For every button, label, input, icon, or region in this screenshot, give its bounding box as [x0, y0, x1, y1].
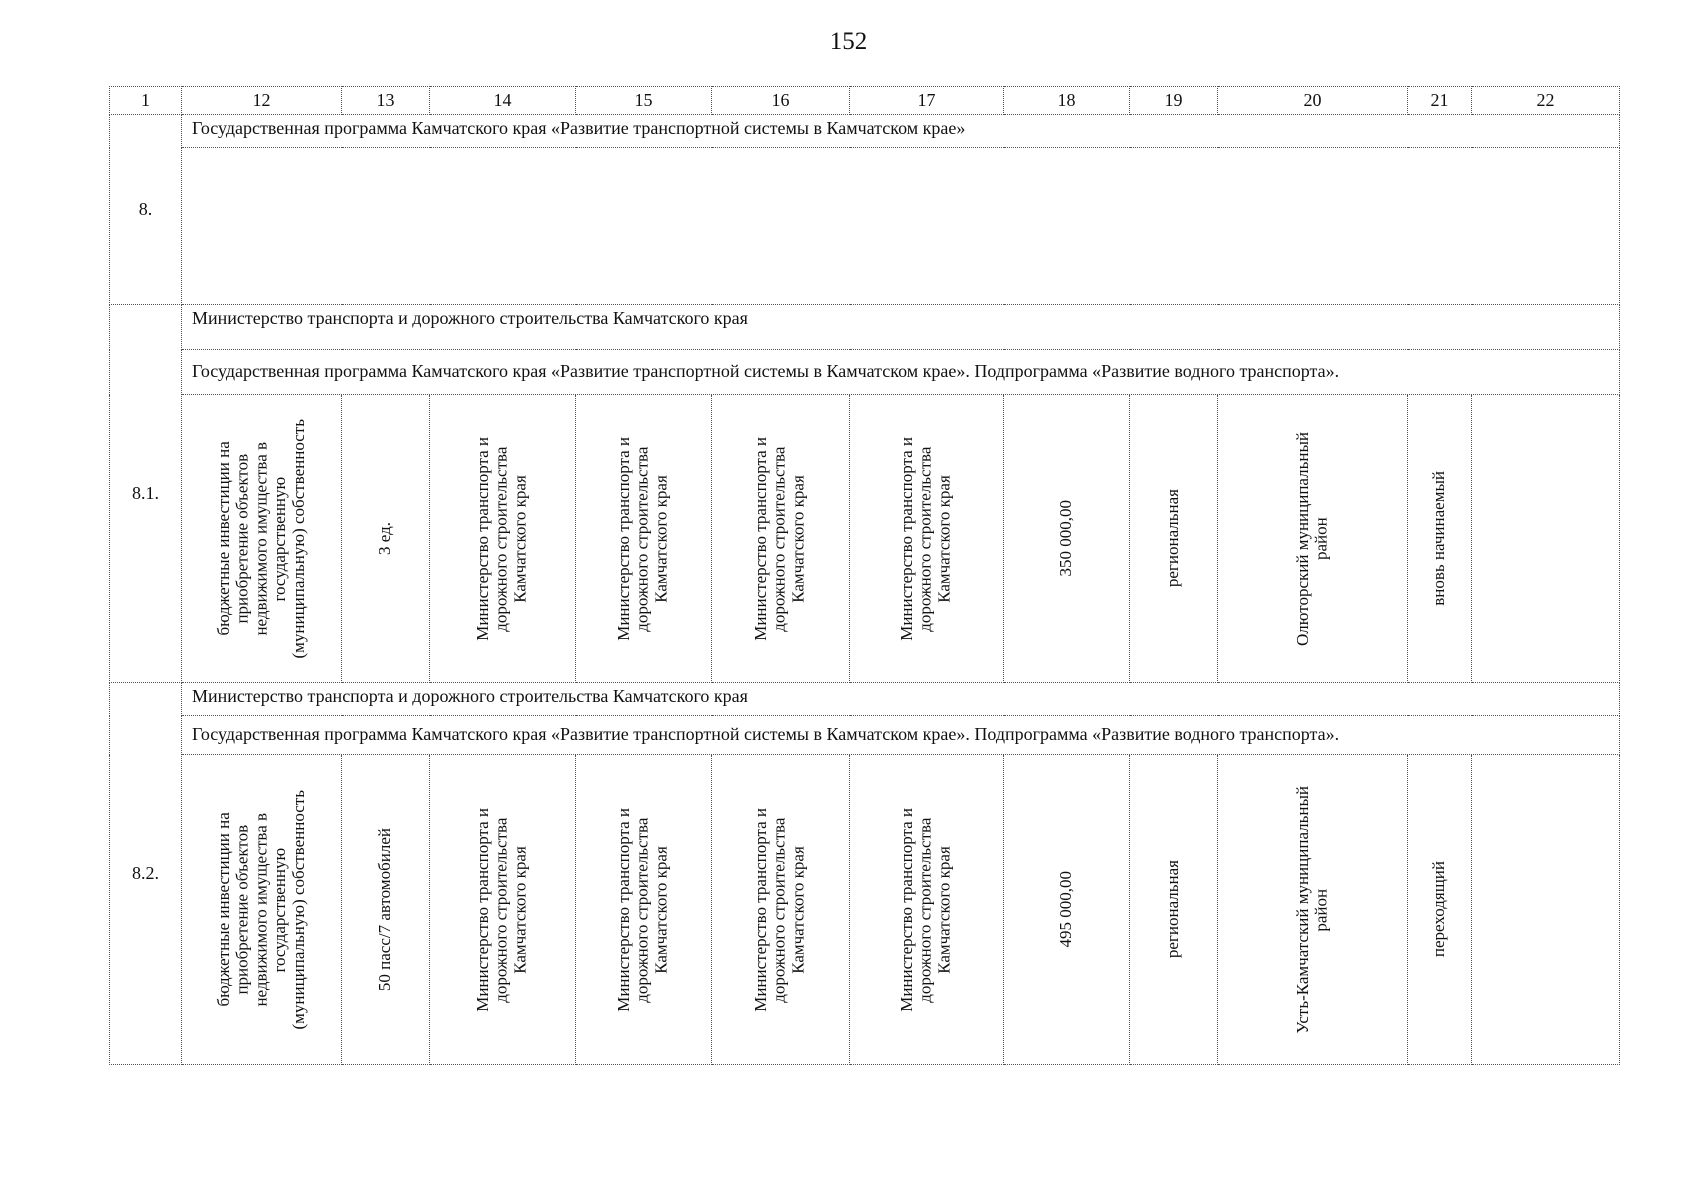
cell-status: переходящий	[1408, 755, 1472, 1065]
header-row	[110, 87, 1620, 115]
ministry-cell: Министерство транспорта и дорожного строительства Камчатского края	[182, 305, 1620, 350]
cell-ministry-16: Министерство транспорта и дорожного строительства Камчатского края	[712, 395, 850, 683]
section-empty-row	[110, 148, 1620, 305]
cell-ministry-17: Министерство транспорта и дорожного строительства Камчатского края	[850, 395, 1004, 683]
cell-status: вновь начинаемый	[1408, 395, 1472, 683]
row-number: 8.2.	[110, 683, 182, 1065]
table-row	[110, 755, 1620, 1065]
cell-ministry-14: Министерство транспорта и дорожного строительства Камчатского края	[430, 755, 576, 1065]
table-row	[110, 350, 1620, 395]
cell-level: региональная	[1130, 755, 1218, 1065]
row-number: 8.1.	[110, 305, 182, 683]
header-cell: 1	[110, 87, 182, 115]
page-number: 152	[829, 28, 868, 55]
cell-empty	[1472, 395, 1620, 683]
program-cell: Государственная программа Камчатского края «Развитие транспортной системы в Камчатском крае». Подпрограмма «Развитие водного транспорта».	[182, 350, 1620, 395]
cell-purpose: бюджетные инвестиции на приобретение объектов недвижимого имущества в государственную (муниципальную) собственность	[182, 755, 342, 1065]
header-cell: 17	[850, 87, 1004, 115]
section-empty-cell	[182, 148, 1620, 305]
cell-district: Олюторский муниципальный район	[1218, 395, 1408, 683]
cell-district: Усть-Камчатский муниципальный район	[1218, 755, 1408, 1065]
table-row	[110, 305, 1620, 350]
header-cell: 15	[576, 87, 712, 115]
cell-ministry-14: Министерство транспорта и дорожного строительства Камчатского края	[430, 395, 576, 683]
cell-ministry-15: Министерство транспорта и дорожного строительства Камчатского края	[576, 395, 712, 683]
program-cell: Государственная программа Камчатского края «Развитие транспортной системы в Камчатском крае». Подпрограмма «Развитие водного транспорта».	[182, 716, 1620, 755]
cell-level: региональная	[1130, 395, 1218, 683]
table-row	[110, 716, 1620, 755]
section-row	[110, 115, 1620, 148]
ministry-cell: Министерство транспорта и дорожного строительства Камчатского края	[182, 683, 1620, 716]
header-cell: 22	[1472, 87, 1620, 115]
header-cell: 21	[1408, 87, 1472, 115]
header-cell: 20	[1218, 87, 1408, 115]
cell-capacity: 50 пасс/7 автомобилей	[342, 755, 430, 1065]
header-cell: 13	[342, 87, 430, 115]
cell-amount: 495 000,00	[1004, 755, 1130, 1065]
section-title: Государственная программа Камчатского края «Развитие транспортной системы в Камчатском крае»	[182, 115, 1620, 148]
header-cell: 12	[182, 87, 342, 115]
header-cell: 19	[1130, 87, 1218, 115]
cell-amount: 350 000,00	[1004, 395, 1130, 683]
header-cell: 18	[1004, 87, 1130, 115]
cell-capacity: 3 ед.	[342, 395, 430, 683]
table-row	[110, 683, 1620, 716]
section-number: 8.	[110, 115, 182, 305]
table-row	[110, 395, 1620, 683]
investment-table	[109, 86, 1620, 1065]
header-cell: 16	[712, 87, 850, 115]
header-cell: 14	[430, 87, 576, 115]
cell-ministry-16: Министерство транспорта и дорожного строительства Камчатского края	[712, 755, 850, 1065]
cell-ministry-17: Министерство транспорта и дорожного строительства Камчатского края	[850, 755, 1004, 1065]
cell-ministry-15: Министерство транспорта и дорожного строительства Камчатского края	[576, 755, 712, 1065]
cell-empty	[1472, 755, 1620, 1065]
cell-purpose: бюджетные инвестиции на приобретение объектов недвижимого имущества в государственную (муниципальную) собственность	[182, 395, 342, 683]
